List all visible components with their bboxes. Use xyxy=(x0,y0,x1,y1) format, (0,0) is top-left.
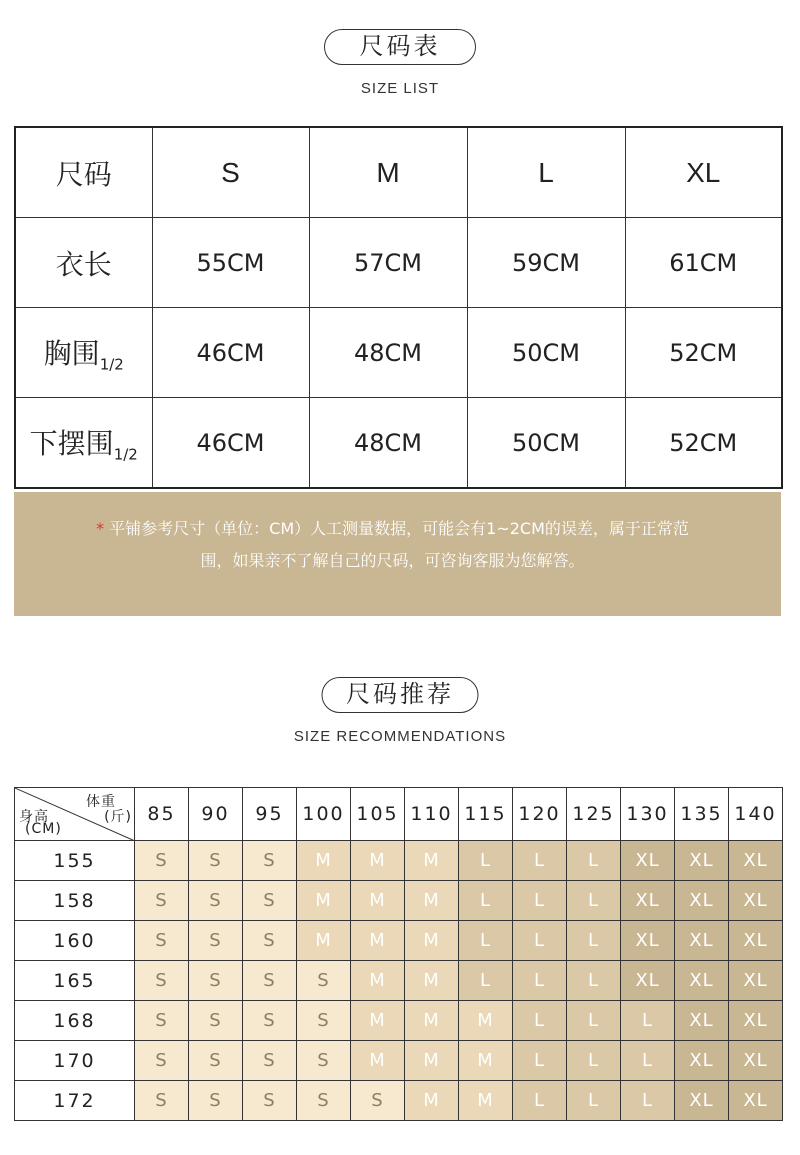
size-recommend-table xyxy=(14,787,783,1121)
recommended-size-cell: L xyxy=(621,1001,675,1041)
recommended-size-cell: S xyxy=(189,961,243,1001)
size-value-cell: 55CM xyxy=(152,218,309,308)
recommended-size-cell: XL xyxy=(675,961,729,1001)
note-star: * xyxy=(96,519,105,538)
size-value-cell: 59CM xyxy=(467,218,625,308)
recommended-size-cell: M xyxy=(351,1001,405,1041)
row-label-text: 衣长 xyxy=(55,247,112,281)
row-label-text: 下摆围 xyxy=(29,426,114,460)
half-measure-suffix: 1/2 xyxy=(113,445,138,464)
recommended-size-cell: XL xyxy=(675,1041,729,1081)
size-header-cell: L xyxy=(467,127,625,218)
recommended-size-cell: M xyxy=(405,1081,459,1121)
size-value-cell: 61CM xyxy=(625,218,782,308)
recommended-size-cell: S xyxy=(135,921,189,961)
recommended-size-cell: S xyxy=(135,881,189,921)
recommended-size-cell: S xyxy=(351,1081,405,1121)
recommended-size-cell: L xyxy=(513,921,567,961)
size-header-row xyxy=(15,127,782,218)
size-value-cell: 50CM xyxy=(467,308,625,398)
recommended-size-cell: L xyxy=(459,921,513,961)
weight-header-cell: 130 xyxy=(621,788,675,841)
recommend-title-pill xyxy=(322,677,479,713)
size-value-cell: 48CM xyxy=(309,308,467,398)
recommended-size-cell: S xyxy=(189,921,243,961)
recommended-size-cell: M xyxy=(405,1041,459,1081)
size-header-cell: S xyxy=(152,127,309,218)
note-line-1: 平铺参考尺寸（单位：CM）人工测量数据，可能会有1~2CM的误差，属于正常范 xyxy=(109,519,689,538)
height-unit: (CM) xyxy=(25,821,62,837)
weight-header-cell: 90 xyxy=(189,788,243,841)
weight-header-cell: 125 xyxy=(567,788,621,841)
recommended-size-cell: L xyxy=(513,1081,567,1121)
recommended-size-cell: M xyxy=(405,881,459,921)
recommended-size-cell: M xyxy=(297,841,351,881)
size-value-cell: 46CM xyxy=(152,398,309,489)
recommended-size-cell: S xyxy=(243,1001,297,1041)
half-measure-suffix: 1/2 xyxy=(99,355,124,374)
recommended-size-cell: XL xyxy=(675,921,729,961)
size-list-subtitle: SIZE LIST xyxy=(360,80,440,97)
recommended-size-cell: L xyxy=(567,841,621,881)
recommended-size-cell: L xyxy=(459,881,513,921)
size-row xyxy=(15,218,782,308)
size-header-label: 尺码 xyxy=(15,127,152,218)
recommended-size-cell: S xyxy=(135,1081,189,1121)
recommended-size-cell: XL xyxy=(621,961,675,1001)
weight-label: 体重 xyxy=(86,794,116,810)
recommended-size-cell: M xyxy=(459,1041,513,1081)
size-value-cell: 57CM xyxy=(309,218,467,308)
height-cell: 165 xyxy=(15,961,135,1001)
recommended-size-cell: L xyxy=(513,1001,567,1041)
recommended-size-cell: XL xyxy=(729,1041,783,1081)
recommended-size-cell: XL xyxy=(675,881,729,921)
recommended-size-cell: S xyxy=(297,1001,351,1041)
size-header-cell: M xyxy=(309,127,467,218)
height-cell: 160 xyxy=(15,921,135,961)
size-list-title-pill xyxy=(324,29,476,65)
recommended-size-cell: S xyxy=(297,1081,351,1121)
weight-header-cell: 105 xyxy=(351,788,405,841)
recommended-size-cell: L xyxy=(567,921,621,961)
recommended-size-cell: XL xyxy=(729,1001,783,1041)
recommended-size-cell: XL xyxy=(729,881,783,921)
height-cell: 158 xyxy=(15,881,135,921)
weight-header-cell: 100 xyxy=(297,788,351,841)
weight-header-cell: 110 xyxy=(405,788,459,841)
size-value-cell: 48CM xyxy=(309,398,467,489)
recommended-size-cell: M xyxy=(459,1001,513,1041)
size-header-cell: XL xyxy=(625,127,782,218)
height-row xyxy=(15,881,783,921)
height-cell: 170 xyxy=(15,1041,135,1081)
recommended-size-cell: S xyxy=(243,841,297,881)
recommended-size-cell: S xyxy=(243,1041,297,1081)
height-row xyxy=(15,1001,783,1041)
size-value-cell: 46CM xyxy=(152,308,309,398)
recommended-size-cell: S xyxy=(297,1041,351,1081)
recommended-size-cell: XL xyxy=(621,841,675,881)
size-value-cell: 52CM xyxy=(625,308,782,398)
recommended-size-cell: L xyxy=(567,961,621,1001)
weight-header-row xyxy=(15,788,783,841)
weight-header-cell: 95 xyxy=(243,788,297,841)
height-row xyxy=(15,841,783,881)
recommended-size-cell: S xyxy=(189,1081,243,1121)
recommended-size-cell: L xyxy=(513,841,567,881)
row-label-text: 胸围 xyxy=(43,336,100,370)
height-label: 身高 xyxy=(19,809,49,825)
recommended-size-cell: XL xyxy=(675,841,729,881)
height-row xyxy=(15,1081,783,1121)
recommended-size-cell: L xyxy=(513,961,567,1001)
height-cell: 168 xyxy=(15,1001,135,1041)
recommended-size-cell: L xyxy=(567,1041,621,1081)
recommended-size-cell: M xyxy=(351,921,405,961)
weight-header-cell: 135 xyxy=(675,788,729,841)
recommended-size-cell: M xyxy=(297,881,351,921)
weight-header-cell: 140 xyxy=(729,788,783,841)
recommended-size-cell: L xyxy=(621,1081,675,1121)
recommended-size-cell: L xyxy=(621,1041,675,1081)
recommended-size-cell: XL xyxy=(729,841,783,881)
recommended-size-cell: M xyxy=(351,1041,405,1081)
weight-header-cell: 120 xyxy=(513,788,567,841)
recommended-size-cell: M xyxy=(405,1001,459,1041)
size-row-label xyxy=(15,398,152,489)
size-row-label xyxy=(15,308,152,398)
recommend-subtitle: SIZE RECOMMENDATIONS xyxy=(293,728,507,745)
recommended-size-cell: XL xyxy=(729,1081,783,1121)
recommended-size-cell: L xyxy=(567,1001,621,1041)
note-line-2: 围，如果亲不了解自己的尺码，可咨询客服为您解答。 xyxy=(200,551,585,570)
weight-header-cell: 85 xyxy=(135,788,189,841)
recommended-size-cell: S xyxy=(189,1001,243,1041)
height-row xyxy=(15,921,783,961)
recommended-size-cell: XL xyxy=(729,921,783,961)
recommended-size-cell: M xyxy=(351,881,405,921)
recommended-size-cell: XL xyxy=(675,1081,729,1121)
recommended-size-cell: S xyxy=(135,841,189,881)
recommended-size-cell: M xyxy=(405,921,459,961)
recommended-size-cell: XL xyxy=(621,881,675,921)
recommended-size-cell: M xyxy=(405,841,459,881)
size-value-cell: 50CM xyxy=(467,398,625,489)
size-row xyxy=(15,308,782,398)
recommended-size-cell: S xyxy=(135,1041,189,1081)
recommended-size-cell: S xyxy=(189,841,243,881)
recommended-size-cell: S xyxy=(135,961,189,1001)
recommended-size-cell: L xyxy=(513,1041,567,1081)
recommended-size-cell: S xyxy=(243,1081,297,1121)
recommended-size-cell: L xyxy=(567,881,621,921)
height-row xyxy=(15,961,783,1001)
recommended-size-cell: XL xyxy=(621,921,675,961)
recommended-size-cell: M xyxy=(351,841,405,881)
recommended-size-cell: M xyxy=(297,921,351,961)
recommended-size-cell: S xyxy=(189,881,243,921)
measurement-note xyxy=(14,492,781,616)
corner-cell xyxy=(15,788,135,841)
recommended-size-cell: S xyxy=(243,961,297,1001)
recommended-size-cell: S xyxy=(189,1041,243,1081)
recommended-size-cell: XL xyxy=(675,1001,729,1041)
recommended-size-cell: XL xyxy=(729,961,783,1001)
recommended-size-cell: S xyxy=(243,881,297,921)
recommended-size-cell: L xyxy=(459,841,513,881)
recommended-size-cell: S xyxy=(297,961,351,1001)
recommended-size-cell: M xyxy=(405,961,459,1001)
recommended-size-cell: M xyxy=(459,1081,513,1121)
size-row xyxy=(15,398,782,489)
weight-header-cell: 115 xyxy=(459,788,513,841)
recommended-size-cell: M xyxy=(351,961,405,1001)
size-row-label xyxy=(15,218,152,308)
recommended-size-cell: L xyxy=(459,961,513,1001)
size-list-table xyxy=(14,126,783,489)
recommended-size-cell: L xyxy=(567,1081,621,1121)
size-list-title: 尺码表 xyxy=(359,32,441,60)
height-cell: 172 xyxy=(15,1081,135,1121)
recommend-title: 尺码推荐 xyxy=(346,680,454,708)
height-row xyxy=(15,1041,783,1081)
size-value-cell: 52CM xyxy=(625,398,782,489)
recommended-size-cell: S xyxy=(135,1001,189,1041)
height-cell: 155 xyxy=(15,841,135,881)
recommended-size-cell: S xyxy=(243,921,297,961)
weight-unit: (斤) xyxy=(104,809,132,825)
recommended-size-cell: L xyxy=(513,881,567,921)
